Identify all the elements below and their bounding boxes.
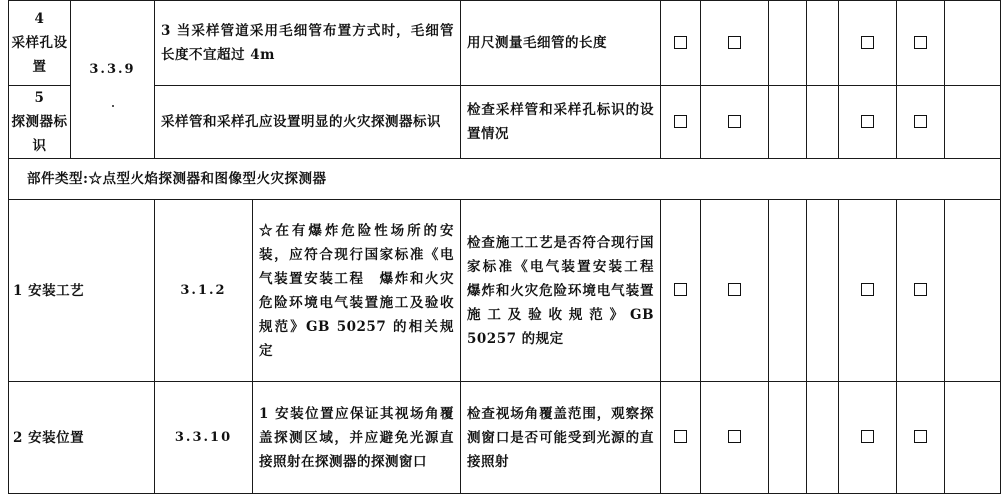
item-number: 5 (34, 90, 45, 106)
checkbox[interactable] (728, 283, 741, 296)
blank-cell (807, 1, 839, 86)
checkbox-cell[interactable] (701, 1, 769, 86)
checkbox-cell[interactable] (839, 382, 897, 494)
checkbox-cell[interactable] (661, 86, 701, 159)
blank-cell (945, 1, 1001, 86)
blank-cell (769, 1, 807, 86)
clause-number: 3.1.2 (155, 200, 253, 382)
checkbox[interactable] (914, 36, 927, 49)
blank-cell (769, 86, 807, 159)
table-row (9, 86, 1001, 159)
checkbox-cell[interactable] (897, 86, 945, 159)
checkbox-cell[interactable] (839, 1, 897, 86)
category-label: 部件类型:☆点型火焰探测器和图像型火灾探测器 (9, 159, 1001, 200)
checkbox-cell[interactable] (897, 200, 945, 382)
checkbox[interactable] (861, 283, 874, 296)
requirement-cell: 采样管和采样孔应设置明显的火灾探测器标识 (155, 86, 461, 159)
clause-number: 3.3.9 (89, 62, 136, 77)
blank-cell (945, 86, 1001, 159)
blank-cell (807, 200, 839, 382)
requirement-cell: 3 当采样管道采用毛细管布置方式时，毛细管长度不宜超过 4m (155, 1, 461, 86)
item-cell (9, 86, 71, 159)
stray-mark (71, 82, 154, 101)
checkbox[interactable] (861, 36, 874, 49)
table-row (9, 382, 1001, 494)
item-number: 4 (34, 11, 45, 27)
blank-cell (807, 86, 839, 159)
checkbox[interactable] (728, 36, 741, 49)
checkbox[interactable] (674, 36, 687, 49)
method-cell: 检查施工工艺是否符合现行国家标准《电气装置安装工程 爆炸和火灾危险环境电气装置施工及验收规范》GB 50257 的规定 (461, 200, 661, 382)
checkbox[interactable] (861, 115, 874, 128)
blank-cell (807, 382, 839, 494)
item-name: 采样孔设置 (11, 35, 68, 75)
checkbox-cell[interactable] (701, 86, 769, 159)
checkbox-cell[interactable] (661, 382, 701, 494)
checkbox-cell[interactable] (661, 200, 701, 382)
blank-cell (769, 200, 807, 382)
checkbox-cell[interactable] (701, 200, 769, 382)
checkbox[interactable] (728, 430, 741, 443)
checkbox[interactable] (914, 430, 927, 443)
checkbox[interactable] (914, 283, 927, 296)
table-row (9, 200, 1001, 382)
checkbox-cell[interactable] (897, 1, 945, 86)
checkbox[interactable] (728, 115, 741, 128)
clause-number: 3.3.10 (155, 382, 253, 494)
checkbox[interactable] (914, 115, 927, 128)
method-cell: 检查采样管和采样孔标识的设置情况 (461, 86, 661, 159)
blank-cell (945, 200, 1001, 382)
checkbox-cell[interactable] (839, 86, 897, 159)
checkbox-cell[interactable] (897, 382, 945, 494)
checkbox[interactable] (674, 283, 687, 296)
inspection-table (8, 0, 1001, 494)
checkbox[interactable] (674, 430, 687, 443)
blank-cell (945, 382, 1001, 494)
table-row (9, 1, 1001, 86)
requirement-cell: ☆在有爆炸危险性场所的安装，应符合现行国家标准《电气装置安装工程 爆炸和火灾危险环境电气装置施工及验收规范》GB 50257 的相关规定 (253, 200, 461, 382)
checkbox[interactable] (861, 430, 874, 443)
item-cell (9, 1, 71, 86)
checkbox-cell[interactable] (839, 200, 897, 382)
item-name: 1 安装工艺 (9, 200, 155, 382)
checkbox-cell[interactable] (701, 382, 769, 494)
method-cell: 用尺测量毛细管的长度 (461, 1, 661, 86)
checkbox[interactable] (674, 115, 687, 128)
category-row (9, 159, 1001, 200)
item-name: 2 安装位置 (9, 382, 155, 494)
requirement-cell: 1 安装位置应保证其视场角覆盖探测区域，并应避免光源直接照射在探测器的探测窗口 (253, 382, 461, 494)
checkbox-cell[interactable] (661, 1, 701, 86)
blank-cell (769, 382, 807, 494)
item-name: 探测器标识 (11, 114, 68, 154)
clause-cell (71, 1, 155, 159)
method-cell: 检查视场角覆盖范围，观察探测窗口是否可能受到光源的直接照射 (461, 382, 661, 494)
